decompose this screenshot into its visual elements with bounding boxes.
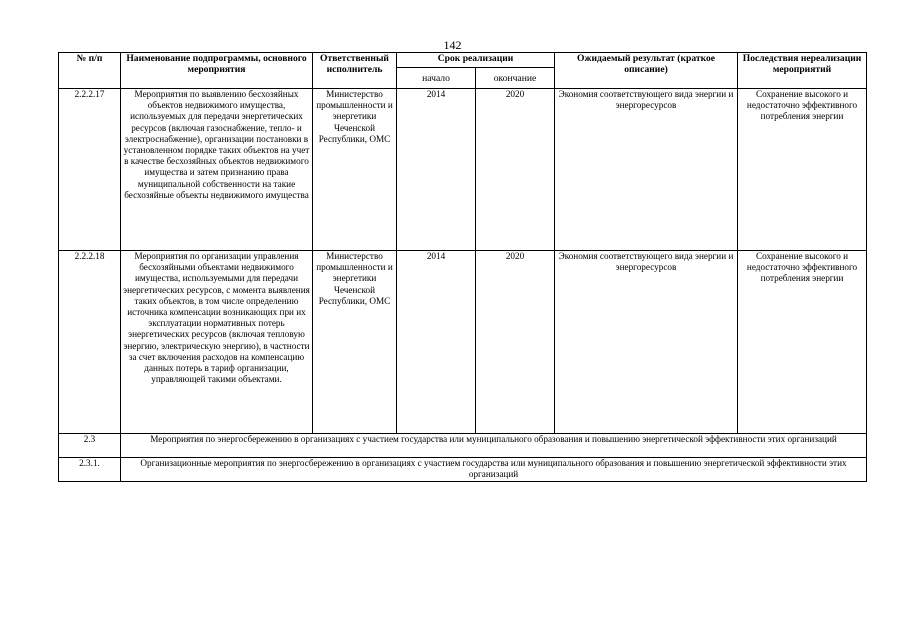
row-number: 2.2.2.18 bbox=[59, 251, 121, 434]
program-table bbox=[58, 52, 867, 482]
row-responsible: Министерство промышленности и энергетики Чеченской Республики, ОМС bbox=[313, 89, 397, 251]
header-start: начало bbox=[397, 68, 476, 89]
section-row bbox=[59, 434, 867, 458]
table-row bbox=[59, 89, 867, 251]
section-title: Организационные мероприятия по энергосбережению в организациях с участием государства или муниципального образования и повышению энергетической эффективности этих организаций bbox=[121, 458, 867, 482]
header-consequences: Последствия нереализации мероприятий bbox=[738, 53, 867, 89]
row-consequences: Сохранение высокого и недостаточно эффективного потребления энергии bbox=[738, 89, 867, 251]
row-result: Экономия соответствующего вида энергии и энергоресурсов bbox=[555, 89, 738, 251]
row-end: 2020 bbox=[476, 251, 555, 434]
header-end: окончание bbox=[476, 68, 555, 89]
row-number: 2.3.1. bbox=[59, 458, 121, 482]
row-name: Мероприятия по выявлению бесхозяйных объектов недвижимого имущества, используемых для передачи энергетических ресурсов (включая газоснабжение, тепло- и электроснабжение), организации постановки в установленном порядке таких объектов на учет в качестве бесхозяйных объектов недвижимого имущества и затем признанию права муниципальной собственности на такие бесхозяйные объекты недвижимого имущества bbox=[121, 89, 313, 251]
row-number: 2.3 bbox=[59, 434, 121, 458]
header-period: Срок реализации bbox=[397, 53, 555, 68]
row-consequences: Сохранение высокого и недостаточно эффективного потребления энергии bbox=[738, 251, 867, 434]
row-result: Экономия соответствующего вида энергии и энергоресурсов bbox=[555, 251, 738, 434]
header-name: Наименование подпрограммы, основного мероприятия bbox=[121, 53, 313, 89]
section-title: Мероприятия по энергосбережению в организациях с участием государства или муниципального образования и повышению энергетической эффективности этих организаций bbox=[121, 434, 867, 458]
row-start: 2014 bbox=[397, 251, 476, 434]
row-responsible: Министерство промышленности и энергетики Чеченской Республики, ОМС bbox=[313, 251, 397, 434]
header-num: № п/п bbox=[59, 53, 121, 89]
section-row bbox=[59, 458, 867, 482]
row-name: Мероприятия по организации управления бесхозяйными объектами недвижимого имущества, используемыми для передачи энергетических ресурсов, с момента выявления таких объектов, в том числе определению источника компенсации возникающих при их эксплуатации нормативных потерь энергетических ресурсов (включая тепловую энергию, электрическую энергию), в частности за счет включения расходов на компенсацию данных потерь в тариф организации, управляющей такими объектами. bbox=[121, 251, 313, 434]
row-end: 2020 bbox=[476, 89, 555, 251]
header-responsible: Ответственный исполнитель bbox=[313, 53, 397, 89]
row-number: 2.2.2.17 bbox=[59, 89, 121, 251]
table-header bbox=[59, 53, 867, 89]
table-row bbox=[59, 251, 867, 434]
page-number: 142 bbox=[443, 38, 462, 52]
row-start: 2014 bbox=[397, 89, 476, 251]
header-result: Ожидаемый результат (краткое описание) bbox=[555, 53, 738, 89]
